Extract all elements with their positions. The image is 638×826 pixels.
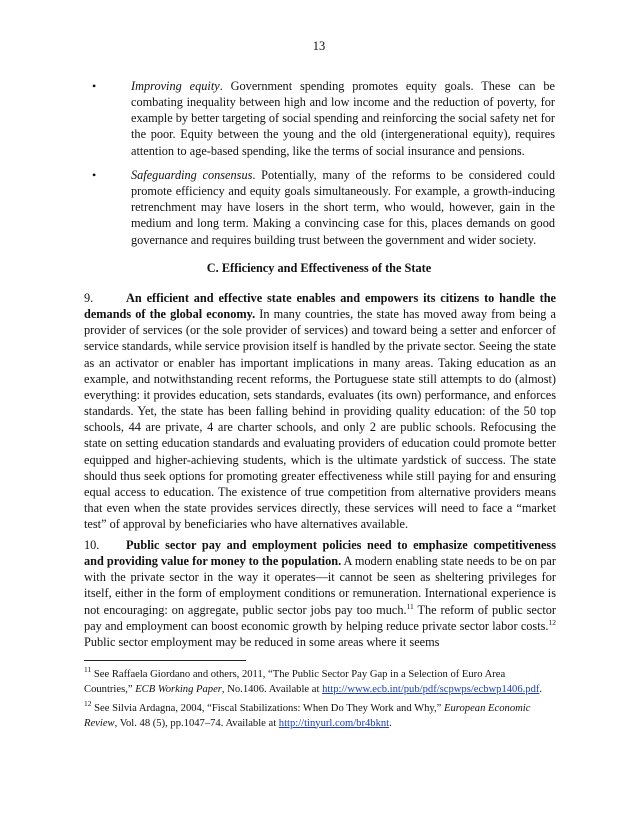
- footnote-source: ECB Working Paper: [135, 683, 222, 695]
- section-heading: C. Efficiency and Effectiveness of the State: [206, 261, 432, 275]
- bullet-marker: •: [92, 79, 97, 93]
- footnote-source: European Economic Review: [84, 703, 531, 729]
- footnote-ref[interactable]: 12: [548, 617, 556, 627]
- footnote-text: , No.1406. Available at: [221, 683, 323, 695]
- paragraph-lead: An efficient and effective state enables and empowers its citizens to handle the demands of the global economy.: [84, 291, 556, 322]
- paragraph-lead: Public sector pay and employment policies need to emphasize competitiveness and providing value for money to the population.: [84, 538, 556, 569]
- footnote-end: .: [539, 683, 543, 695]
- paragraph-body: A modern enabling state needs to be on par with the private sector in the way it operates—it cannot be seen as sheltering privileges for itself, either in the form of employment conditions or remuneration. International experience is not encouraging: on aggregate, public sector jobs pay too much.: [84, 554, 556, 617]
- bullet-title: Improving equity: [131, 79, 220, 93]
- footnote-text: See Silvia Ardagna, 2004, “Fiscal Stabilizations: When Do They Work and Why,”: [91, 703, 445, 714]
- footnote-number: 11: [84, 665, 92, 674]
- paragraph-body: Public sector employment may be reduced in some areas where it seems: [84, 634, 440, 649]
- paragraph-body: In many countries, the state has moved away from being a provider of services (or the sole provider of services) and toward being a setter and enforcer of service standards, while service provision itself is handled by the private sector. Seeing the state as an activator or enabler has important implications in many areas. Taking education as an example, and notwithstanding recent reforms, the Portuguese state still attempts to do (almost) everything: it provides education, sets standards, evaluates (its own) performance, and enforces standards. Yet, the state has been falling behind in providing quality education: of the 50 top schools, 44 are private, 4 are charter schools, and only 2 are public schools. Refocusing the state on setting education standards and evaluating providers of education could promote better equipped and higher-achieving students, which is the ultimate yardstick of success. The state should thus seek options for promoting greater effectiveness while still paying for and ensuring equal access to education. The existence of true competition from alternative providers means that even when the state provides services directly, these services will need to face a “market test” of approval by beneficiaries who have alternatives available.: [84, 307, 556, 532]
- footnote-11: [84, 665, 556, 697]
- bullet-improving-equity: [131, 78, 555, 159]
- footnote-12: [84, 699, 556, 731]
- page-number: 13: [312, 39, 326, 53]
- paragraph-10: [84, 537, 556, 650]
- footnote-text: , Vol. 48 (5), pp.1047–74. Available at: [114, 717, 279, 729]
- bullet-body: . Potentially, many of the reforms to be considered could promote efficiency and equity goals simultaneously. For example, a growth-inducing retrenchment may have losers in the short term, who would, however, gain in the medium and long term. Making a convincing case for this, places demands on good governance and requires building trust between the government and wider society.: [131, 168, 555, 247]
- paragraph-number: 9.: [84, 291, 94, 305]
- paragraph-body: The reform of public sector pay and employment can boost economic growth by helping reduce private sector labor costs.: [84, 602, 556, 633]
- footnote-ref[interactable]: 11: [406, 601, 414, 611]
- bullet-title: Safeguarding consensus: [131, 168, 253, 182]
- bullet-marker: •: [92, 168, 97, 182]
- footnote-end: .: [389, 717, 392, 729]
- footnote-number: 12: [84, 699, 92, 708]
- bullet-safeguarding-consensus: [131, 167, 555, 248]
- footnote-link[interactable]: http://www.ecb.int/pub/pdf/scpwps/ecbwp1406.pdf: [322, 683, 540, 695]
- bullet-body: . Government spending promotes equity goals. These can be combating inequality between high and low income and the reduction of poverty, for example by better targeting of social spending and reinforcing the social safety net for the poor. Equity between the young and the old (intergenerational equity), requires attention to age-based spending, like the terms of social insurance and pensions.: [131, 79, 555, 158]
- footnote-link[interactable]: http://tinyurl.com/br4bknt: [278, 717, 390, 729]
- footnote-divider: [84, 660, 246, 661]
- paragraph-9: [84, 290, 556, 532]
- paragraph-number: 10.: [84, 538, 100, 552]
- footnote-text: See Raffaela Giordano and others, 2011, “The Public Sector Pay Gap in a Selection of Euro Area Countries,”: [84, 669, 506, 695]
